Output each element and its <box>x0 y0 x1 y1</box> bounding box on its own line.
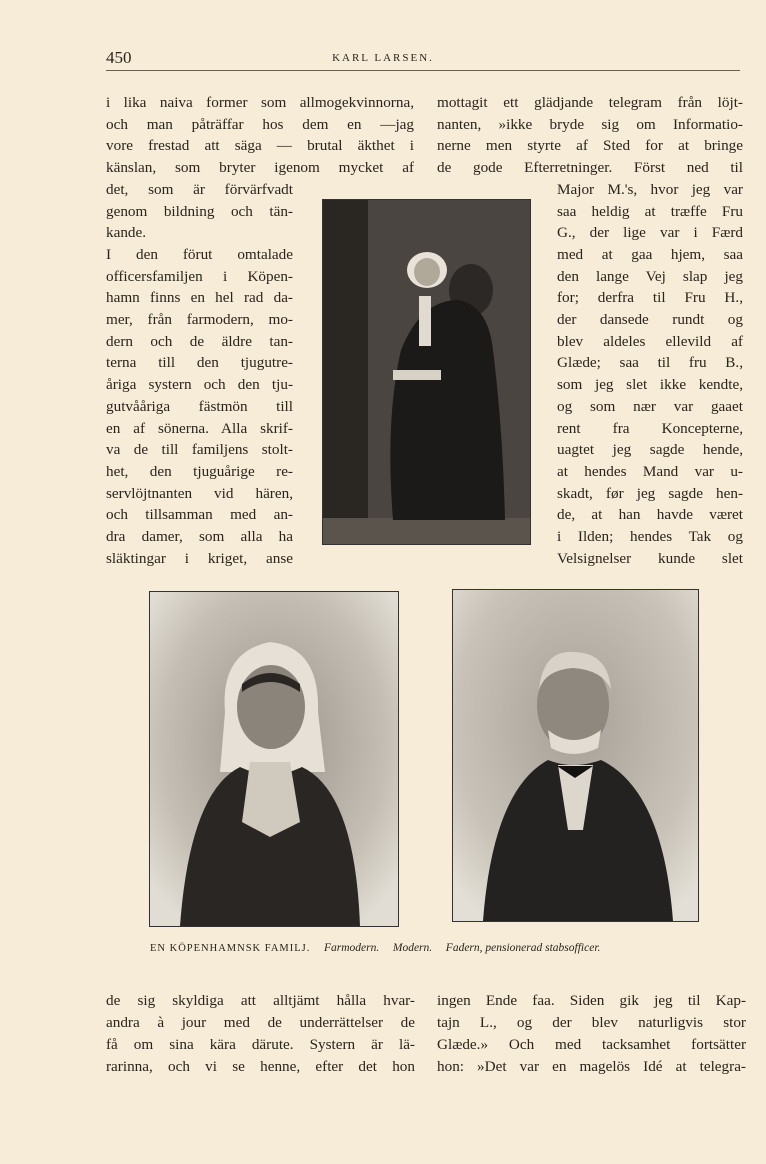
text-line: och tillsamman med an- <box>106 506 293 524</box>
caption-farmodern: Farmodern. <box>323 942 380 954</box>
text-line: åriga systern och den tju- <box>106 376 293 394</box>
text-line: och man påträffar hos dem en —jag <box>106 115 414 133</box>
text-line: saa heldig at træffe Fru <box>557 202 743 220</box>
text-line: rent fra Koncepterne, <box>557 419 743 437</box>
text-line: genom bildning och tän- <box>106 202 293 220</box>
text-line: i lika naiva former som allmogekvinnorna, <box>106 94 414 111</box>
text-line: vore frestad att säga — brutal äkthet i <box>106 137 414 155</box>
photo-seated-woman <box>322 199 531 545</box>
text-line: kande. <box>106 224 147 242</box>
text-line: der dansede rundt og <box>557 311 743 328</box>
text-line: dra damer, som alla ha <box>106 528 293 545</box>
text-line: i Ilden; hendes Tak og <box>557 528 743 545</box>
text-line: terna till den tjugutre- <box>106 354 293 372</box>
text-line: de, at han havde været <box>557 506 743 524</box>
running-head: KARL LARSEN. <box>332 52 434 64</box>
text-line: Velsignelser kunde slet <box>557 549 743 567</box>
text-line: de gode Efterretninger. Först ned til <box>437 159 743 177</box>
text-line: som jeg slet ikke kendte, <box>557 376 743 394</box>
text-line: med at gaa hjem, saa <box>557 245 743 263</box>
text-line: rarinna, och vi se henne, efter det hon <box>106 1058 415 1075</box>
text-line: for; derfra til Fru H., <box>557 289 743 307</box>
text-line: släktingar i kriget, anse <box>106 549 293 567</box>
text-line: nanten, »ikke bryde sig om Informatio- <box>437 115 743 133</box>
photo-fadern <box>452 589 699 922</box>
header-rule <box>106 70 740 71</box>
text-line: Glæde; saa til fru B., <box>557 354 743 372</box>
caption-modern: Modern. <box>392 942 433 954</box>
text-line: nerne men styrte af Sted for at bringe <box>437 137 743 155</box>
text-line: få om sina kära därute. Systern är lä- <box>106 1036 415 1053</box>
text-line: det, som är förvärfvadt <box>106 180 293 198</box>
caption-main: EN KÖPENHAMNSK FAMILJ. <box>150 943 311 954</box>
text-line: mottagit ett glädjande telegram från löjt- <box>437 94 743 111</box>
text-line: hamn finns en hel rad da- <box>106 289 293 307</box>
text-line: ingen Ende faa. Siden gik jeg til Kap- <box>437 992 746 1009</box>
text-line: blev aldeles ellevild af <box>557 332 743 350</box>
text-line: andra à jour med de underrättelser de <box>106 1014 415 1031</box>
text-line: tajn L., og der blev naturligvis stor <box>437 1014 746 1031</box>
text-line: uagtet jeg sagde hende, <box>557 441 743 459</box>
text-line: känslan, som bryter igenom mycket af <box>106 159 414 177</box>
text-line: het, den tjuguårige re- <box>106 462 293 480</box>
text-line: G., der lige var i Færd <box>557 224 743 242</box>
text-line: officersfamiljen i Köpen- <box>106 267 293 285</box>
caption-fadern: Fadern, pensionerad stabsofficer. <box>445 942 601 954</box>
photo-farmodern <box>149 591 399 927</box>
text-line: en af sönerna. Alla skrif- <box>106 419 293 437</box>
text-line: I den förut omtalade <box>106 245 293 263</box>
page-number: 450 <box>106 48 132 67</box>
photo-caption <box>150 942 710 954</box>
text-line: hon: »Det var en magelös Idé at telegra- <box>437 1058 746 1075</box>
text-line: servlöjtnanten vid hären, <box>106 484 293 502</box>
text-line: at hendes Mand var u- <box>557 462 743 480</box>
text-line: dern och de äldre tan- <box>106 332 293 350</box>
text-line: den lange Vej slap jeg <box>557 267 743 285</box>
text-line: og som nær var gaaet <box>557 397 743 415</box>
text-line: skadt, før jeg sagde hen- <box>557 484 743 502</box>
text-line: Major M.'s, hvor jeg var <box>557 180 743 198</box>
text-line: de sig skyldiga att alltjämt hålla hvar- <box>106 992 415 1009</box>
text-line: Glæde.» Och med tacksamhet fortsätter <box>437 1036 746 1053</box>
text-line: va de till familjens stolt- <box>106 441 293 459</box>
text-line: gutvååriga fästmön till <box>106 397 293 415</box>
text-line: mer, från farmodern, mo- <box>106 311 293 328</box>
